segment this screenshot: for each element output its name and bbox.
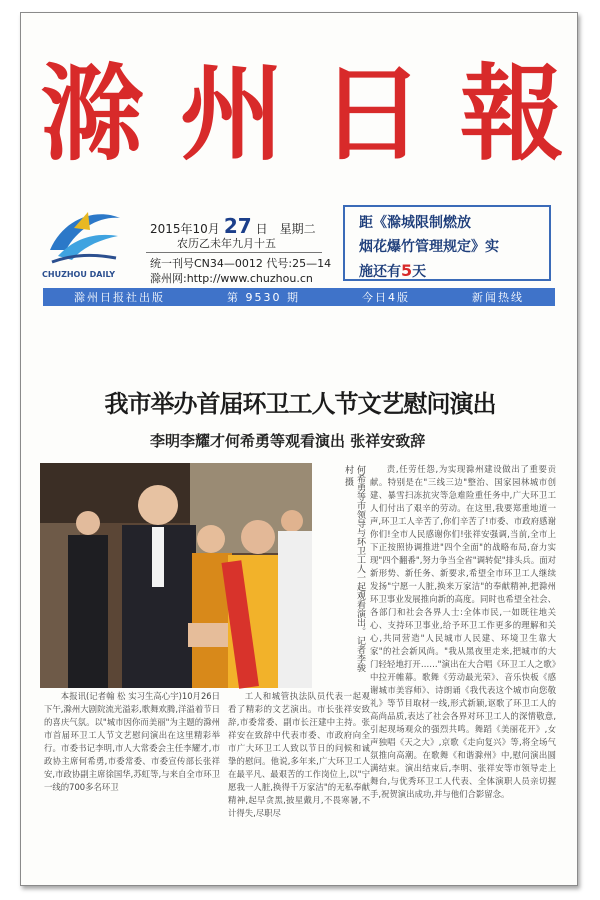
- page-count: 今日4版: [362, 291, 410, 304]
- publisher: 滁州日报社出版: [74, 291, 165, 304]
- article-column-middle: [228, 690, 370, 818]
- masthead-char: 滁: [40, 52, 141, 175]
- masthead-char: 日: [319, 52, 420, 175]
- notice-days: 5: [401, 261, 413, 280]
- divider: [146, 252, 322, 253]
- date-day: 27: [223, 214, 252, 238]
- photo-caption: 何希勇等市领导与环卫工人一起观看演出。记者李骏村 摄: [343, 465, 365, 672]
- chuzhou-daily-logo-icon: [44, 198, 124, 278]
- website: 滁州网:http://www.chuzhou.cn: [150, 272, 313, 285]
- issue-number: 第 9530 期: [227, 291, 300, 304]
- issn-code: 统一刊号CN34—0012 代号:25—14: [150, 257, 332, 270]
- logo-text: CHUZHOU DAILY: [42, 270, 116, 279]
- article-text: 责,任劳任怨,为实现滁州建设做出了重要贡献。特别是在"三线三边"整治、国家园林城市创建、暴雪扫冻抗灾等急难险重任务中,广大环卫工人们付出了艰辛的劳动。在这里,我要郑重地道一声,环卫工人辛苦了,你们辛苦了!市委、市政府感谢你们!全市人民感谢你们!张祥安强调,当前,全市上下正按照协调推进"四个全面"的战略布局,奋力实现"四个翻番",努力争当全省"调转促"排头兵。面对新形势、新任务、新要求,希望全市环卫工人继续发扬"宁愿一人脏,换来万家洁"的奉献精神,把滁州环卫事业发展推向新的高度。同时也希望全社会、各部门和社会各界人士:全体市民,一如既往地关心、支持环卫事业,给予环卫工作更多的理解和关心,共同营造"人民城市人民建、环境卫生靠大家"的社会新风尚。"我从黑夜里走来,把城市的大门轻轻地打开……"演出在大合唱《环卫工人之歌》中拉开帷幕。歌舞《劳动最光荣》、音乐快板《感谢城市美容师》、诗朗诵《我代表这个城市向您敬礼》等节目取材一线,形式新颖,讴歌了环卫工人的高尚品质,表达了社会各界对环卫工人的深情敬意,引起现场观众的强烈共鸣。舞蹈《美丽花开》,女声独唱《天之大》,京歌《走向复兴》等,将全场气氛推向高潮。在歌舞《和谐滁州》中,慰问演出圆满结束。演出结束后,李明、张祥安等市领导走上舞台,与优秀环卫工人代表、全体演职人员亲切握手,祝贺演出成功,并与他们合影留念。: [370, 464, 556, 799]
- countdown-notice: [343, 205, 551, 281]
- article-column-right: [370, 463, 556, 799]
- date-weekday: 星期二: [279, 222, 316, 236]
- event-photo: [40, 463, 312, 688]
- date-year-month: 2015年10月: [150, 222, 220, 236]
- article-text: 本报讯(记者翰 松 实习生高心宇)10月26日下午,滁州大剧院流光溢彩,歌舞欢腾,洋溢着节日的喜庆气氛。以"城市因你而美丽"为主题的滁州市首届环卫工人节文艺慰问演出在这里精彩举行。市委书记李明,市人大常委会主任李耀才,市政协主席何希勇,市委常委、市委宣传部长张祥安,市政协副主席徐国华,苏虹等,与来自全市环卫一线的700多名环卫: [44, 691, 220, 792]
- notice-line: 烟花爆竹管理规定》实: [359, 239, 499, 255]
- notice-line: 距《滁城限制燃放: [359, 215, 471, 231]
- info-bar: [43, 288, 555, 306]
- article-text: 工人和城管执法队员代表一起观看了精彩的文艺演出。市长张祥安致辞,市委常委、副市长汪建中主持。张祥安在致辞中代表市委、市政府向全市广大环卫工人致以节日的问候和诚挚的慰问。他说,多年来,广大环卫工人在最平凡、最艰苦的工作岗位上,以"宁愿我一人脏,换得千万家洁"的无私奉献精神,起早贪黑,披星戴月,不畏寒暑,不计得失,尽职尽: [228, 691, 370, 818]
- masthead: [40, 54, 560, 174]
- date-day-suffix: 日: [255, 222, 268, 236]
- article-column-left: [44, 690, 220, 792]
- article-headline: 我市举办首届环卫工人节文艺慰问演出: [104, 389, 496, 418]
- notice-line: 施还有5天: [359, 261, 427, 280]
- lunar-date: 农历乙未年九月十五: [177, 237, 276, 250]
- masthead-char: 報: [459, 52, 560, 175]
- news-hotline: 新闻热线: [472, 291, 524, 304]
- article-subhead: 李明李耀才何希勇等观看演出 张祥安致辞: [150, 432, 426, 450]
- masthead-char: 州: [179, 52, 280, 175]
